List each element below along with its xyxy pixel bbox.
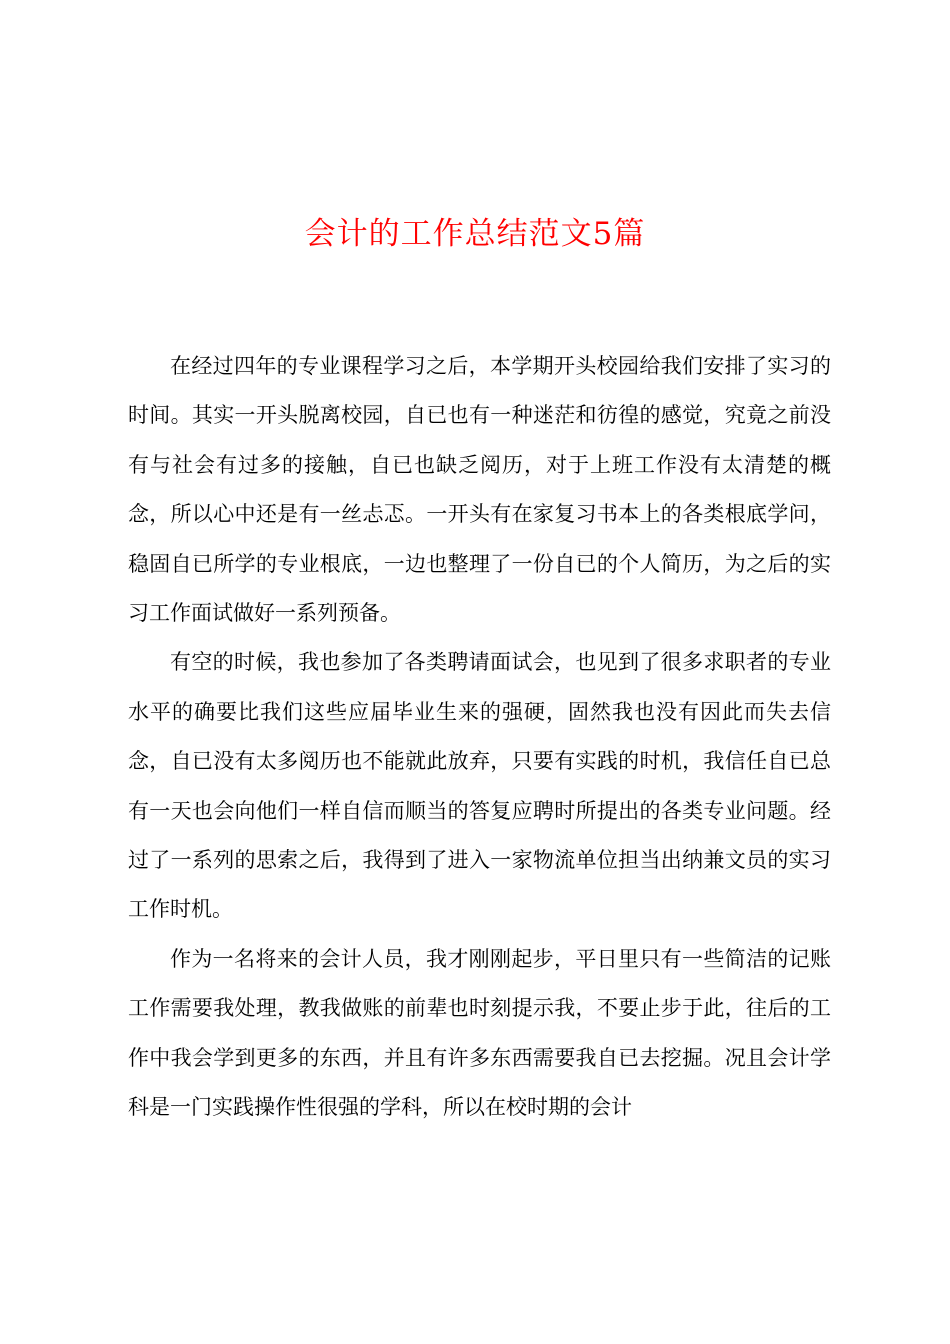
document-body [128,342,831,1133]
document-title: 会计的工作总结范文5篇 [304,216,646,252]
paragraph-1: 在经过四年的专业课程学习之后，本学期开头校园给我们安排了实习的时间。其实一开头脱离校园，自已也有一种迷茫和彷徨的感觉，究竟之前没有与社会有过多的接触，自已也缺乏阅历，对于上班工作没有太清楚的概念，所以心中还是有一丝忐忑。一开头有在家复习书本上的各类根底学问，稳固自已所学的专业根底，一边也整理了一份自已的个人简历，为之后的实习工作面试做好一系列预备。 [128,354,831,626]
paragraph-3: 作为一名将来的会计人员，我才刚刚起步，平日里只有一些简洁的记账工作需要我处理，教我做账的前辈也时刻提示我，不要止步于此，往后的工作中我会学到更多的东西，并且有许多东西需要我自已去挖掘。况且会计学科是一门实践操作性很强的学科，所以在校时期的会计 [128,946,831,1120]
paragraph-2: 有空的时候，我也参加了各类聘请面试会，也见到了很多求职者的专业水平的确要比我们这些应届毕业生来的强硬，固然我也没有因此而失去信念，自已没有太多阅历也不能就此放弃，只要有实践的时机，我信任自已总有一天也会向他们一样自信而顺当的答复应聘时所提出的各类专业问题。经过了一系列的思索之后，我得到了进入一家物流单位担当出纳兼文员的实习工作时机。 [128,650,831,922]
